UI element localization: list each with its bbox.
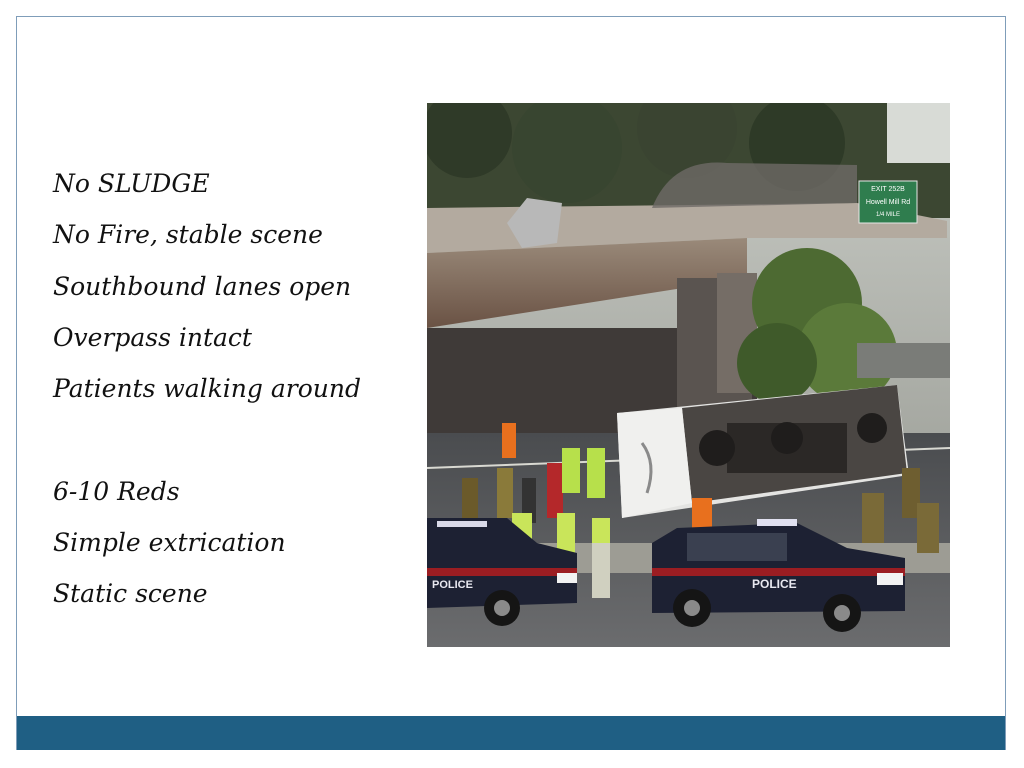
bullet-spacer: [53, 414, 413, 465]
bullet-item: Southbound lanes open: [53, 271, 352, 301]
bullet-item: Simple extrication: [53, 528, 286, 558]
svg-text:POLICE: POLICE: [752, 577, 797, 591]
bullet-list: [53, 158, 413, 620]
bullet-item: No Fire, stable scene: [53, 220, 323, 250]
svg-text:POLICE: POLICE: [432, 579, 473, 591]
svg-text:EXIT 252B: EXIT 252B: [871, 186, 905, 193]
bullet-item: Overpass intact: [53, 322, 252, 352]
svg-text:1/4 MILE: 1/4 MILE: [875, 212, 901, 218]
bullet-item: No SLUDGE: [53, 169, 210, 198]
svg-text:Howell Mill Rd: Howell Mill Rd: [865, 199, 911, 206]
bullet-item: 6-10 Reds: [53, 476, 180, 506]
accident-scene-photo: [427, 103, 950, 647]
bullet-item: Patients walking around: [53, 374, 361, 404]
bullet-item: Static scene: [53, 579, 208, 609]
footer-bar: [17, 716, 1005, 750]
